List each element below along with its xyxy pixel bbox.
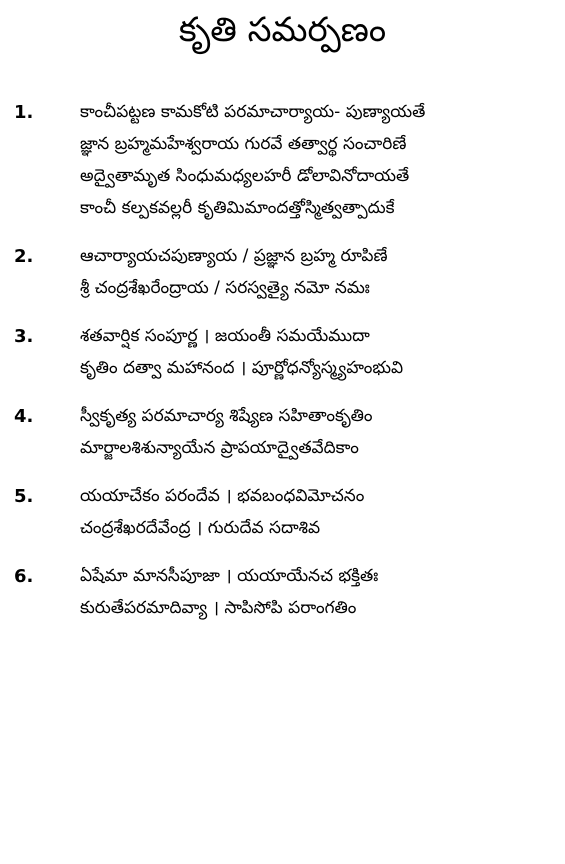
verse-line: మార్జాలశిశున్యాయేన ప్రాపయాద్వైతవేదికాం	[80, 438, 359, 458]
verse-number: 3.	[14, 326, 34, 347]
verse-line: కృతిం దత్వా మహానంద । పూర్ణోధన్యోస్మ్యహంభువి	[80, 358, 404, 378]
verse-6	[0, 560, 565, 624]
verse-3	[0, 320, 565, 384]
verse-line: యయాచేకం పరందేవ । భవబంధవిమోచనం	[80, 486, 365, 506]
verse-2	[0, 240, 565, 304]
verse-line: శతవార్షిక సంపూర్ణ । జయంతీ సమయేముదా	[80, 326, 370, 346]
verse-line: కాంచీపట్టణ కామకోటి పరమాచార్యాయ- పుణ్యాయతే	[80, 102, 426, 122]
verse-number: 6.	[14, 566, 34, 587]
verse-line: స్వీకృత్య పరమాచార్య శిష్యేణ సహితాంకృతిం	[80, 406, 373, 426]
verse-line: జ్ఞాన బ్రహ్మమహేశ్వరాయ గురవే తత్వార్థ సంచారిణే	[80, 134, 407, 154]
verse-line: శ్రీ చంద్రశేఖరేంద్రాయ / సరస్వత్యై నమో నమః	[80, 278, 370, 298]
verse-line: కురుతేపరమాదివ్యా । సాపిసోపి పరాంగతిం	[80, 598, 357, 618]
verse-line: కాంచీ కల్పకవల్లరీ కృతిమిమాందత్తోస్మిత్వత్పాదుకే	[80, 198, 395, 218]
verse-line: ఏషేమా మానసీపూజా । యయాయేనచ భక్తితః	[80, 566, 379, 586]
verse-5	[0, 480, 565, 544]
verse-number: 1.	[14, 102, 34, 123]
page-title: కృతి సమర్పణం	[178, 10, 387, 50]
verse-line: అద్వైతామృత సింధుమధ్యలహరీ డోలావినోదాయతే	[80, 166, 410, 186]
verse-list	[0, 96, 565, 640]
verse-1	[0, 96, 565, 224]
verse-line: ఆచార్యాయచపుణ్యాయ / ప్రజ్ఞాన బ్రహ్మ రూపిణే	[80, 246, 388, 266]
verse-number: 4.	[14, 406, 34, 427]
verse-number: 5.	[14, 486, 34, 507]
verse-4	[0, 400, 565, 464]
verse-number: 2.	[14, 246, 34, 267]
verse-line: చంద్రశేఖరదేవేంద్ర । గురుదేవ సదాశివ	[80, 518, 321, 538]
